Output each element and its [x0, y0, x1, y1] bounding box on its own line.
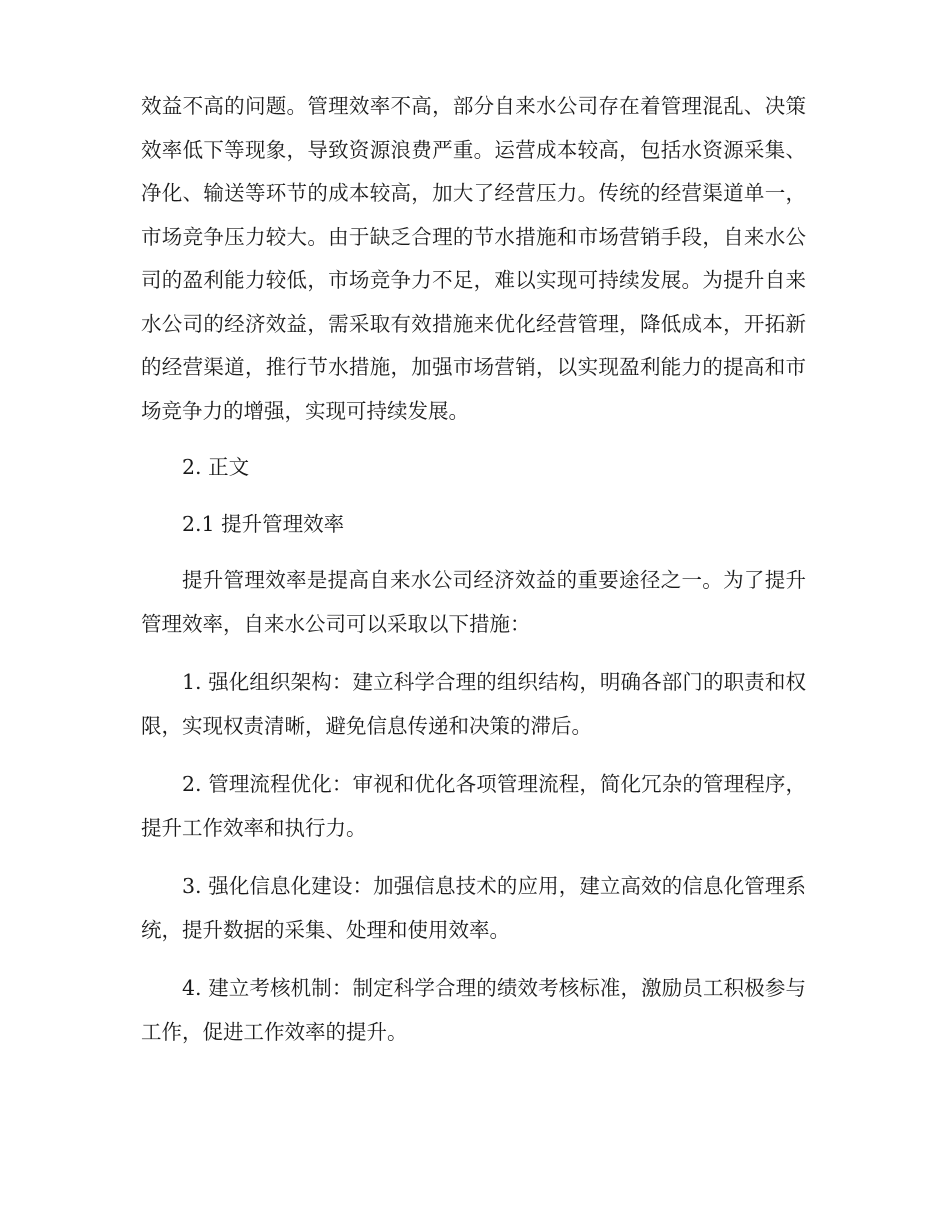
list-item: 4. 建立考核机制：制定科学合理的绩效考核标准，激励员工积极参与工作，促进工作效率的提升。: [141, 976, 806, 1044]
intro-paragraph: 提升管理效率是提高自来水公司经济效益的重要途径之一。为了提升管理效率，自来水公司可以采取以下措施：: [141, 568, 806, 636]
list-item: 2. 管理流程优化：审视和优化各项管理流程，简化冗杂的管理程序，提升工作效率和执行力。: [141, 772, 806, 840]
list-item: 3. 强化信息化建设：加强信息技术的应用，建立高效的信息化管理系统，提升数据的采集、处理和使用效率。: [141, 874, 806, 942]
section-heading: 2. 正文: [182, 455, 250, 479]
continued-paragraph: 效益不高的问题。管理效率不高，部分自来水公司存在着管理混乱、决策效率低下等现象，导致资源浪费严重。运营成本较高，包括水资源采集、净化、输送等环节的成本较高，加大了经营压力。传统的经营渠道单一，市场竞争压力较大。由于缺乏合理的节水措施和市场营销手段，自来水公司的盈利能力较低，市场竞争力不足，难以实现可持续发展。为提升自来水公司的经济效益，需采取有效措施来优化经营管理，降低成本，开拓新的经营渠道，推行节水措施，加强市场营销，以实现盈利能力的提高和市场竞争力的增强，实现可持续发展。: [141, 94, 806, 423]
list-item: 1. 强化组织架构：建立科学合理的组织结构，明确各部门的职责和权限，实现权责清晰，避免信息传递和决策的滞后。: [141, 670, 806, 738]
document-body: [141, 85, 806, 1054]
subsection-heading: 2.1 提升管理效率: [182, 511, 345, 536]
